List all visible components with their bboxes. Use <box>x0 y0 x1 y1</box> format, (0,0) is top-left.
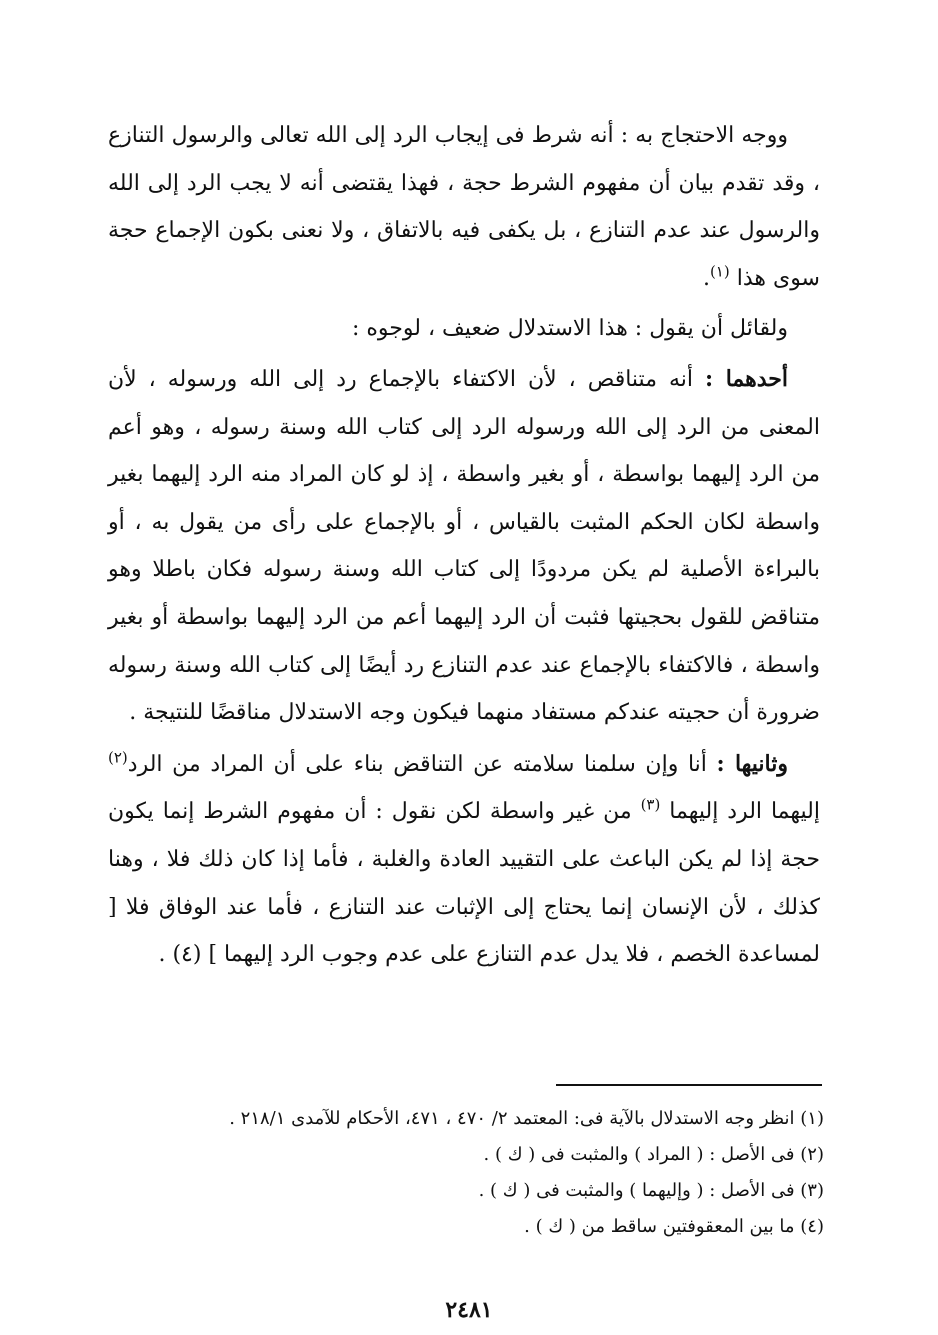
footnote-1: (١) انظر وجه الاستدلال بالآية فى: المعتمد ٢/ ٤٧٠ ، ٤٧١، الأحكام للآمدى ٢١٨/١ . <box>229 1108 824 1129</box>
footnote-ref-2: (٢) <box>108 748 128 767</box>
footnote-ref-4: (٤) <box>172 942 202 968</box>
paragraph-argument <box>108 112 820 302</box>
footnote-2: (٢) فى الأصل : ( المراد ) والمثبت فى ( ك ) . <box>483 1144 824 1165</box>
footnote-separator <box>556 1084 822 1086</box>
second-reason-end: . <box>158 942 166 968</box>
second-reason-text-c: من غير واسطة لكن نقول : أن مفهوم الشرط إنما يكون حجة إذا لم يكن الباعث على التقييد العادة والغلبة ، فأما إذا كان ذلك فلا ، وهنا كذلك ، لأن الإنسان إنما يحتاج إلى الإثبات عند التنازع ، فأما عند الوفاق فلا [ لمساعدة الخصم ، فلا يدل عدم التنازع على عدم وجوب الرد إليهما ] <box>108 799 820 968</box>
footnote-ref-1: (١) <box>709 262 730 281</box>
paragraph-first-reason <box>108 356 820 737</box>
second-reason-heading: وثانيها : <box>716 750 789 777</box>
footnotes <box>108 1101 824 1245</box>
page-number: ٢٤٨١ <box>445 1297 493 1323</box>
paragraph-second-reason <box>108 741 820 979</box>
first-reason-heading: أحدهما : <box>704 365 788 392</box>
footnote-4: (٤) ما بين المعقوفتين ساقط من ( ك ) . <box>524 1216 824 1237</box>
second-reason-text-b: إليهما الرد إليهما <box>669 799 820 825</box>
paragraph-argument-text: ووجه الاحتجاج به : أنه شرط فى إيجاب الرد إلى الله تعالى والرسول التنازع ، وقد تقدم بيان أن مفهوم الشرط حجة ، فهذا يقتضى أنه لا يجب الرد إلى الله والرسول عند عدم التنازع ، بل يكفى فيه بالاتفاق ، ولا نعنى بكون الإجماع حجة سوى هذا <box>108 123 820 291</box>
footnote-3: (٣) فى الأصل : ( وإليهما ) والمثبت فى ( ك ) . <box>478 1180 824 1201</box>
paragraph-objection-intro-text: ولقائل أن يقول : هذا الاستدلال ضعيف ، لوجوه : <box>351 316 788 342</box>
footnote-ref-3: (٣) <box>640 795 661 814</box>
first-reason-text: أنه متناقص ، لأن الاكتفاء بالإجماع رد إلى الله ورسوله ، لأن المعنى من الرد إلى الله ورسوله الرد إلى كتاب الله وسنة رسوله ، وهو أعم من الرد إليهما بواسطة ، أو بغير واسطة ، إذ لو كان المراد منه الرد إليهما بغير واسطة لكان الحكم المثبت بالقياس ، أو بالإجماع على رأى من يقول به ، أو بالبراءة الأصلية لم يكن مردودًا إلى كتاب الله وسنة رسوله فكان باطلا وهو متناقض للقول بحجيتها فثبت أن الرد إليهما أعم من الرد إليهما بواسطة أو بغير واسطة ، فالاكتفاء بالإجماع عند عدم التنازع رد أيضًا إلى كتاب الله وسنة رسوله ضرورة أن حجيته عندكم مستفاد منهما فيكون وجه الاستدلال مناقضًا للنتيجة . <box>108 366 820 726</box>
paragraph-objection-intro <box>108 305 820 353</box>
main-text <box>108 112 820 979</box>
second-reason-text-a: أنا وإن سلمنا سلامته عن التناقض بناء على أن المراد من الرد <box>127 751 707 777</box>
paragraph-argument-end: . <box>702 265 710 291</box>
